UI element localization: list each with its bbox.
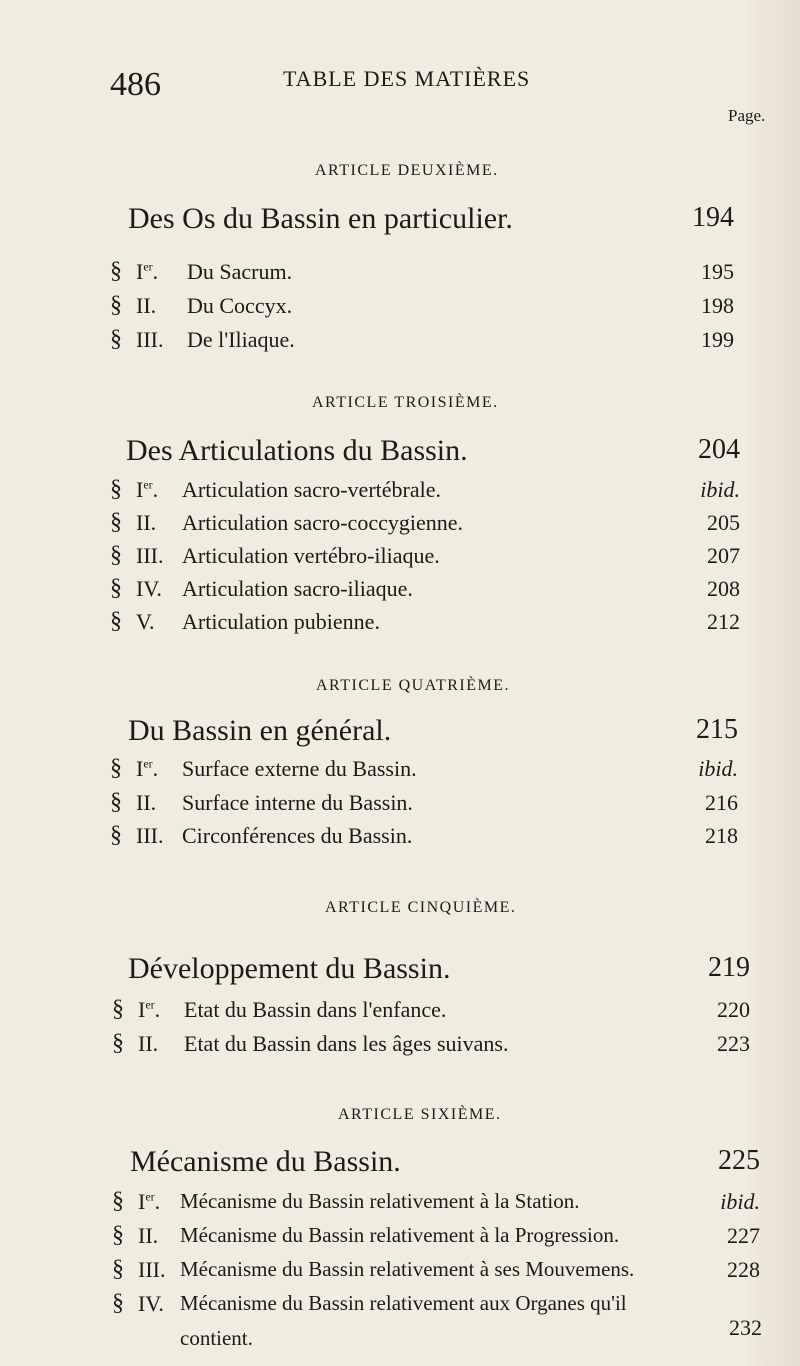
entry-text: Etat du Bassin dans l'enfance. (184, 997, 447, 1022)
entry-number: II. (138, 1223, 159, 1248)
section-symbol: § (112, 1222, 124, 1248)
article-heading: ARTICLE SIXIÈME. (338, 1106, 502, 1123)
entry-text: Articulation sacro-vertébrale. (182, 477, 441, 502)
section-title: Développement du Bassin. (128, 952, 451, 985)
entry-number: III. (136, 327, 164, 352)
entry-number: Ier. (136, 259, 159, 284)
section-symbol: § (110, 608, 122, 634)
section-symbol: § (112, 996, 124, 1022)
section-symbol: § (110, 258, 122, 284)
entry-number: II. (136, 790, 157, 815)
running-head: TABLE DES MATIÈRES (283, 66, 531, 91)
section-page: 194 (692, 202, 734, 233)
entry-page: ibid. (700, 477, 740, 502)
entry-text: Etat du Bassin dans les âges suivans. (184, 1031, 509, 1056)
entry-text: Surface interne du Bassin. (182, 790, 413, 815)
article-heading: ARTICLE CINQUIÈME. (325, 899, 517, 916)
entry-number: Ier. (138, 1189, 161, 1214)
page-column-label: Page. (728, 106, 766, 125)
section-symbol: § (110, 326, 122, 352)
entry-text: Articulation sacro-iliaque. (182, 576, 413, 601)
entry-page: ibid. (720, 1189, 760, 1214)
entry-text: Articulation pubienne. (182, 609, 380, 634)
entry-text: Surface externe du Bassin. (182, 756, 417, 781)
article-heading: ARTICLE TROISIÈME. (312, 394, 499, 411)
section-title: Des Articulations du Bassin. (126, 434, 468, 467)
entry-page: 218 (705, 823, 738, 848)
entry-number: II. (136, 293, 157, 318)
entry-number: V. (136, 609, 155, 634)
entry-page: 216 (705, 790, 738, 815)
section-symbol: § (110, 575, 122, 601)
entry-text: Circonférences du Bassin. (182, 823, 413, 848)
section-page: 225 (718, 1145, 760, 1176)
entry-number: IV. (136, 576, 162, 601)
entry-number: IV. (138, 1291, 164, 1316)
section-symbol: § (110, 542, 122, 568)
entry-number: II. (138, 1031, 159, 1056)
section-symbol: § (110, 476, 122, 502)
entry-text: Mécanisme du Bassin relativement aux Organes qu'il (180, 1291, 627, 1315)
section-page: 219 (708, 952, 750, 983)
section-symbol: § (110, 822, 122, 848)
entry-page: 220 (717, 997, 750, 1022)
entry-text: Articulation sacro-coccygienne. (182, 510, 463, 535)
section-symbol: § (112, 1188, 124, 1214)
entry-number: Ier. (136, 477, 159, 502)
entry-page: 207 (707, 543, 740, 568)
entry-text: Mécanisme du Bassin relativement à la Station. (180, 1189, 580, 1213)
page-number: 486 (110, 66, 161, 103)
section-title: Mécanisme du Bassin. (130, 1145, 401, 1178)
entry-page: 223 (717, 1031, 750, 1056)
section-symbol: § (112, 1256, 124, 1282)
entry-text: Du Sacrum. (187, 259, 293, 284)
section-title: Des Os du Bassin en particulier. (128, 202, 513, 235)
section-symbol: § (112, 1290, 124, 1316)
entry-text-continuation: contient. (180, 1326, 253, 1350)
article-heading: ARTICLE QUATRIÈME. (316, 677, 511, 694)
entry-page: ibid. (698, 756, 738, 781)
entry-number: III. (136, 823, 164, 848)
entry-text: Du Coccyx. (187, 293, 293, 318)
entry-page: 199 (701, 327, 734, 352)
entry-page: 208 (707, 576, 740, 601)
section-symbol: § (110, 509, 122, 535)
entry-text: De l'Iliaque. (187, 327, 295, 352)
entry-page: 232 (729, 1315, 762, 1340)
entry-number: II. (136, 510, 157, 535)
section-page: 215 (696, 714, 738, 745)
section-symbol: § (110, 292, 122, 318)
article-heading: ARTICLE DEUXIÈME. (315, 162, 499, 179)
entry-page: 227 (727, 1223, 760, 1248)
entry-page: 212 (707, 609, 740, 634)
entry-page: 198 (701, 293, 734, 318)
entry-number: III. (138, 1257, 166, 1282)
section-page: 204 (698, 434, 740, 465)
entry-text: Articulation vertébro-iliaque. (182, 543, 440, 568)
entry-page: 205 (707, 510, 740, 535)
entry-text: Mécanisme du Bassin relativement à la Progression. (180, 1223, 620, 1247)
entry-number: Ier. (138, 997, 161, 1022)
entry-text: Mécanisme du Bassin relativement à ses Mouvemens. (180, 1257, 635, 1281)
section-title: Du Bassin en général. (128, 714, 392, 747)
entry-page: 195 (701, 259, 734, 284)
entry-number: III. (136, 543, 164, 568)
entry-number: Ier. (136, 756, 159, 781)
section-symbol: § (110, 789, 122, 815)
section-symbol: § (112, 1030, 124, 1056)
section-symbol: § (110, 755, 122, 781)
entry-page: 228 (727, 1257, 760, 1282)
